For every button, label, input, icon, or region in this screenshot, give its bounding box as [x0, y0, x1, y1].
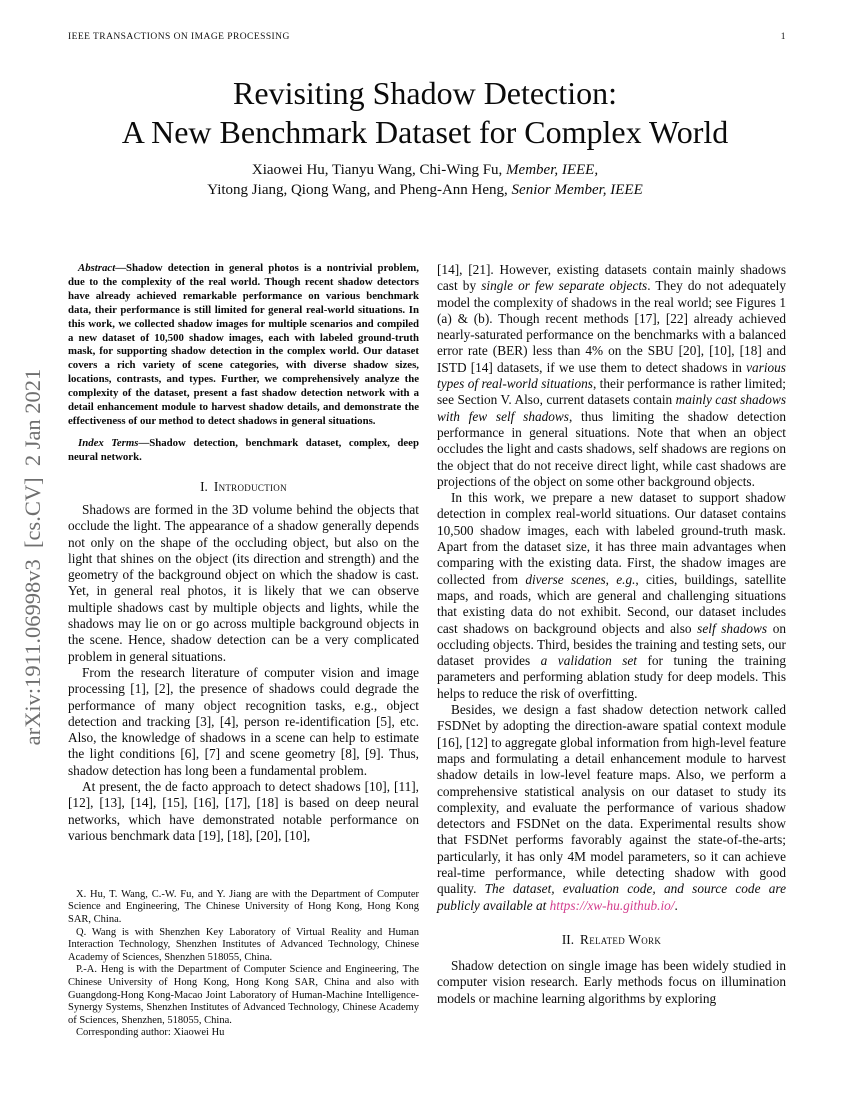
- abstract-text: —Shadow detection in general photos is a nontrivial problem, due to the complexity of the real world. Though recent shadow detectors have already achieved remarkable performance on various benchmark data, their performance is still limited for general real-world situations. In this work, we collected shadow images for multiple scenarios and compiled a new dataset of 10,500 shadow images, each with labeled ground-truth mask, for supporting shadow detection in the complex world. Our dataset covers a rich variety of scene categories, with diverse shadow sizes, locations, contrasts, and types. Further, we comprehensively analyze the complexity of the dataset, present a fast shadow detection network with a detail enhancement module to harvest shadow details, and demonstrate the effectiveness of our method to detect shadows in general situations.: [68, 262, 419, 427]
- body-paragraph-dataset: [437, 490, 786, 702]
- authors-block: [0, 161, 850, 200]
- intro-paragraph-1: Shadows are formed in the 3D volume behind the objects that occlude the light. The appearance of a shadow generally depends not only on the shape of the occluding object, but also on the light that shines on the object (its direction and strength) and the geometry of the background object on which the shadow is cast. Yet, in general real photos, it is likely that we can observe multiple shadows cast by multiple objects and lights, while the shadows may lie on or go across multiple background objects in the scene. Hence, shadow detection can be a very complicated problem in general situations.: [68, 501, 419, 664]
- emphasis-segment: The dataset, evaluation code, and source code are publicly available at: [437, 881, 786, 913]
- page-number: 1: [780, 32, 786, 42]
- body-text-segment: on occluding objects. Third, besides the training and testing sets, our dataset provides: [437, 620, 786, 669]
- arxiv-stamp: arXiv:1911.06998v3 [cs.CV] 2 Jan 2021: [20, 368, 45, 746]
- section-number: I.: [200, 478, 208, 494]
- intro-paragraph-3: At present, the de facto approach to detect shadows [10], [11], [12], [13], [14], [15], [16], [17], [18] is based on deep neural networks, which have demonstrated notable performance on various benchmark data [19], [18], [20], [10],: [68, 779, 419, 843]
- footnote-affiliation-1: X. Hu, T. Wang, C.-W. Fu, and Y. Jiang are with the Department of Computer Science and Engineering, The Chinese University of Hong Kong, Hong Kong SAR, China.: [68, 888, 419, 926]
- title-line-2: A New Benchmark Dataset for Complex World: [121, 114, 729, 150]
- section-number: II.: [561, 931, 575, 947]
- body-text-segment: . They do not adequately model the complexity of shadows in the real world; see Figures 1 (a) & (b). Though recent methods [17], [22] already achieved nearly-saturated performance on the benchmarks with a balanced error rate (BER) less than 4% on the SBU [20], [10], [18] and ISTD [14] datasets, if we use them to detect shadows in: [437, 278, 786, 375]
- author-names-1: Xiaowei Hu, Tianyu Wang, Chi-Wing Fu,: [251, 162, 507, 178]
- emphasis-segment: a validation set: [540, 653, 637, 669]
- body-paragraph-fsdnet: [437, 702, 786, 914]
- author-membership-2: Senior Member, IEEE: [511, 181, 643, 198]
- footnote-affiliation-3: P.-A. Heng is with the Department of Computer Science and Engineering, The Chinese University of Hong Kong, Hong Kong SAR, China and also with Guangdong-Hong Kong-Macao Joint Laboratory of Human-Machine Intelligence-Synergy Systems, Shenzhen Institutes of Advanced Technology, Chinese Academy of Sciences, Shenzhen, 518055, China.: [68, 964, 419, 1026]
- paper-title: [0, 74, 850, 152]
- emphasis-segment: diverse scenes: [525, 571, 606, 587]
- author-membership-1: Member, IEEE,: [506, 162, 599, 178]
- title-line-1: Revisiting Shadow Detection:: [233, 75, 617, 111]
- abstract-paragraph: [68, 262, 419, 429]
- index-terms-label: Index Terms: [78, 436, 139, 449]
- body-text-segment: [14], [21]. However, existing datasets contain mainly shadows cast by: [437, 262, 786, 294]
- footnote-block: [68, 889, 419, 1040]
- body-text-segment: Besides, we design a fast shadow detection network called FSDNet by adopting the direction-aware spatial context module [16], [12] to aggregate global information from high-level feature maps and formulating a detail enhancement module to harvest shadow details in low-level feature maps. Also, we perform a comprehensive statistical analysis on our dataset to study its complexity, and evaluate the performance of various shadow detectors and FSDNet on the data. Experimental results show that FSDNet performs favorably against the state-of-the-arts; particularly, it has only 4M model parameters, so it can achieve real-time performance, while detecting shadow with good quality.: [437, 702, 786, 897]
- author-names-2: Yitong Jiang, Qiong Wang, and Pheng-Ann Heng,: [207, 181, 512, 198]
- journal-name: IEEE TRANSACTIONS ON IMAGE PROCESSING: [68, 32, 290, 42]
- body-text-segment: .: [674, 897, 678, 913]
- body-paragraph-continuation: [437, 262, 786, 490]
- footnote-corresponding-author: Corresponding author: Xiaowei Hu: [76, 1027, 225, 1039]
- body-text-segment: In this work, we prepare a new dataset to support shadow detection in complex real-world situations. Our dataset contains 10,500 shadow images, each with labeled ground-truth mask. Apart from the dataset size, it has three main advantages when comparing with the existing data. First, the shadow images are collected from: [437, 490, 786, 587]
- emphasis-segment: e.g.: [616, 571, 636, 587]
- index-terms-text: —Shadow detection, benchmark dataset, complex, deep neural network.: [68, 436, 419, 463]
- author-line-2: [0, 181, 850, 201]
- left-column: [68, 262, 419, 1040]
- index-terms-paragraph: [68, 437, 419, 465]
- project-url-link[interactable]: https://xw-hu.github.io/: [549, 897, 675, 913]
- intro-paragraph-2: From the research literature of computer vision and image processing [1], [2], the presence of shadows could degrade the performance of many object recognition tasks, e.g., object detection and tracking [3], [4], person re-identification [5], etc. Also, the knowledge of shadows in a scene can help to estimate the light conditions [6], [7] and scene geometry [8], [9]. Thus, shadow detection has long been a fundamental problem.: [68, 664, 419, 778]
- body-text-segment: for tuning the training parameters and performing ablation study for deep models. This helps to reduce the risk of overfitting.: [437, 653, 786, 701]
- emphasis-segment: various types of real-world situations: [437, 359, 786, 392]
- section-heading-related-work: [437, 932, 786, 948]
- running-header: [68, 32, 786, 42]
- section-title: Introduction: [213, 478, 287, 494]
- section-heading-introduction: [68, 479, 419, 495]
- emphasis-segment: mainly cast shadows with few self shadows: [437, 392, 786, 424]
- body-text-segment: , their performance is rather limited; see Section V. Also, current datasets contain: [437, 376, 787, 408]
- author-line-1: [0, 161, 850, 181]
- related-work-paragraph-1: Shadow detection on single image has been widely studied in computer vision research. Early methods focus on illumination models or machine learning algorithms by exploring: [437, 958, 786, 1006]
- body-text-segment: , thus limiting the shadow detection performance in general situations. Note that when an object occludes the light and casts shadows, self shadows are regions on the object that do not receive direct light, while cast shadows are projections of the object on some other background objects.: [437, 408, 786, 489]
- body-text-segment: ,: [605, 571, 617, 587]
- section-title: Related Work: [580, 931, 662, 947]
- emphasis-segment: self shadows: [697, 620, 768, 636]
- footnote-affiliation-2: Q. Wang is with Shenzhen Key Laboratory of Virtual Reality and Human Interaction Technology, Shenzhen Institutes of Advanced Technology, Chinese Academy of Sciences, Shenzhen 518055, China.: [68, 926, 419, 963]
- abstract-label: Abstract: [78, 262, 116, 274]
- body-text-segment: , cities, buildings, satellite maps, and roads, which are general and challenging situations that existing data do not exhibit. Second, our dataset includes cast shadows on background objects and also: [437, 571, 787, 636]
- emphasis-segment: single or few separate objects: [481, 278, 648, 294]
- right-column: [437, 262, 786, 1007]
